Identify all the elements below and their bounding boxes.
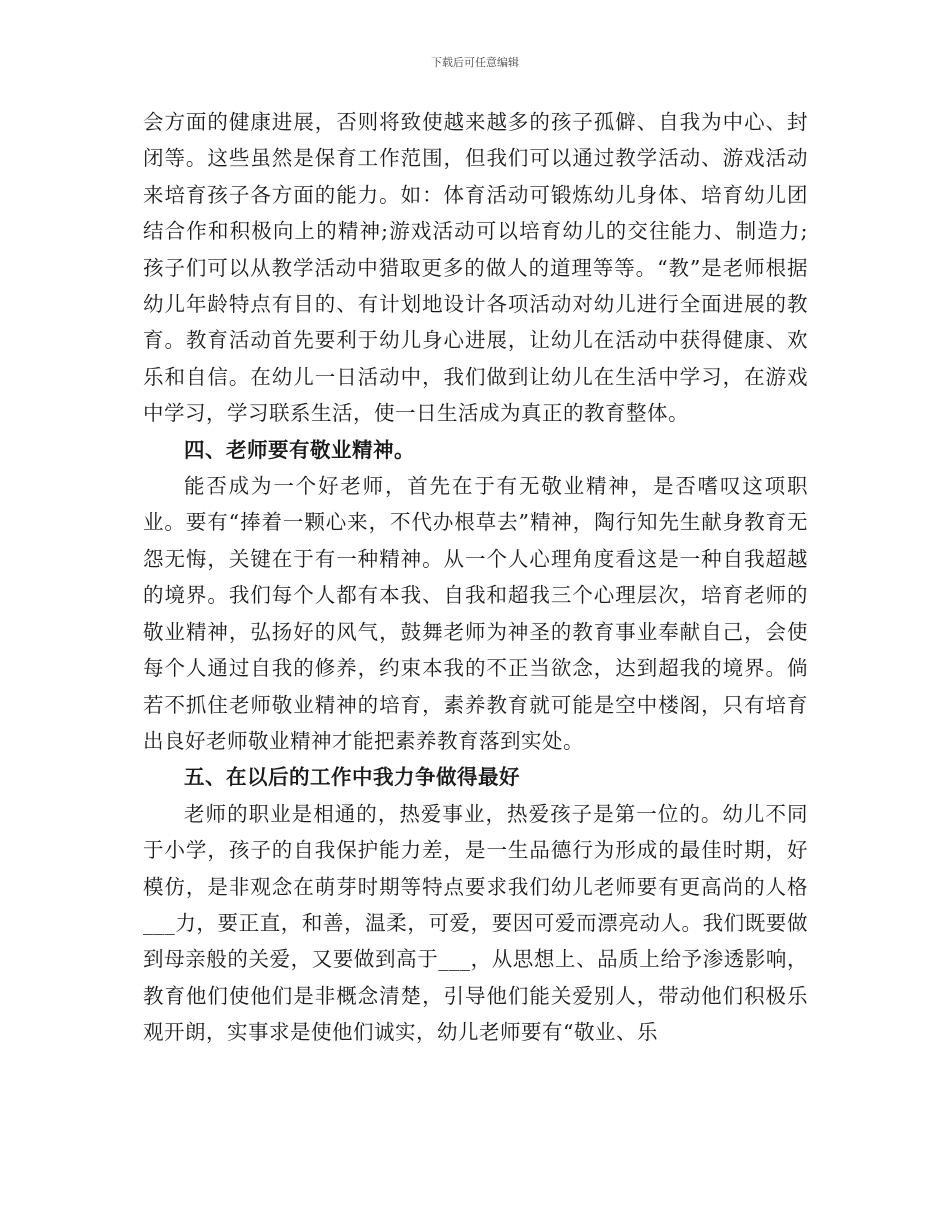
page-header: 下载后可任意编辑 (431, 56, 519, 69)
document-body (143, 104, 808, 1051)
paragraph-continuation: 会方面的健康进展，否则将致使越来越多的孩子孤僻、自我为中心、封闭等。这些虽然是保育工作范围，但我们可以通过教学活动、游戏活动来培育孩子各方面的能力。如：体育活动可锻炼幼儿身体、培育幼儿团结合作和积极向上的精神;游戏活动可以培育幼儿的交往能力、制造力;孩子们可以从教学活动中猎取更多的做人的道理等等。“教”是老师根据幼儿年龄特点有目的、有计划地设计各项活动对幼儿进行全面进展的教育。教育活动首先要利于幼儿身心进展，让幼儿在活动中获得健康、欢乐和自信。在幼儿一日活动中，我们做到让幼儿在生活中学习，在游戏中学习，学习联系生活，使一日生活成为真正的教育整体。 (143, 110, 808, 426)
section-heading-4: 四、老师要有敬业精神。 (184, 437, 415, 462)
section-heading-5: 五、在以后的工作中我力争做得最好 (184, 765, 520, 790)
paragraph-future-work: 老师的职业是相通的，热爱事业，热爱孩子是第一位的。幼儿不同于小学，孩子的自我保护能力差，是一生品德行为形成的最佳时期，好模仿，是非观念在萌芽时期等特点要求我们幼儿老师要有更高尚的人格___力，要正直，和善，温柔，可爱，要因可爱而漂亮动人。我们既要做到母亲般的关爱，又要做到高于___，从思想上、品质上给予渗透影响，教育他们使他们是非概念清楚，引导他们能关爱别人，带动他们积极乐观开朗，实事求是使他们诚实，幼儿老师要有“敬业、乐 (143, 801, 808, 1045)
paragraph-dedication: 能否成为一个好老师，首先在于有无敬业精神，是否嗜叹这项职业。要有“捧着一颗心来，不代办根草去”精神，陶行知先生献身教育无怨无悔，关键在于有一种精神。从一个人心理角度看这是一种自我超越的境界。我们每个人都有本我、自我和超我三个心理层次，培育老师的敬业精神，弘扬好的风气，鼓舞老师为神圣的教育事业奉献自己，会使每个人通过自我的修养，约束本我的不正当欲念，达到超我的境界。倘若不抓住老师敬业精神的培育，素养教育就可能是空中楼阁，只有培育出良好老师敬业精神才能把素养教育落到实处。 (143, 474, 808, 753)
